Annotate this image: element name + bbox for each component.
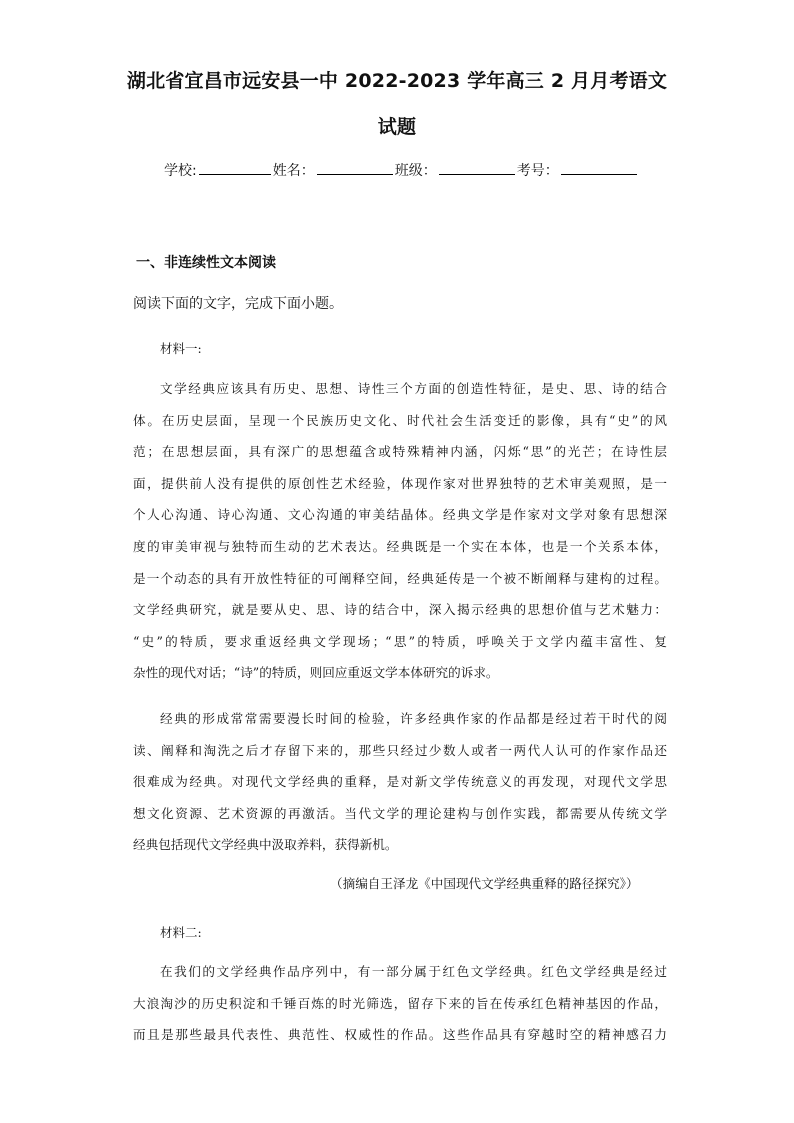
paragraph-line: “史”的特质，要求重返经典文学现场；“思”的特质，呼唤关于文学内蕴丰富性、复	[133, 633, 667, 649]
paragraph-line: 范；在思想层面，具有深广的思想蕴含或特殊精神内涵，闪烁“思”的光芒；在诗性层	[133, 444, 667, 460]
paragraph-line: 读、阐释和淘洗之后才存留下来的，那些只经过少数人或者一两代人认可的作家作品还	[133, 742, 667, 758]
paragraph-line: 在我们的文学经典作品序列中，有一部分属于红色文学经典。红色文学经典是经过	[160, 964, 667, 979]
material-one-paragraph-one	[133, 373, 667, 689]
material-one-label: 材料一:	[160, 341, 202, 356]
name-label: 姓名：	[272, 163, 315, 179]
instruction-text: 阅读下面的文字，完成下面小题。	[133, 296, 343, 312]
paragraph-line: 文学经典研究，就是要从史、思、诗的结合中，深入揭示经典的思想价值与艺术魅力：	[133, 602, 667, 618]
class-label: 班级：	[394, 163, 437, 179]
page-title-continued: 试题	[377, 116, 417, 138]
school-label: 学校:	[164, 163, 197, 179]
number-blank	[561, 160, 637, 175]
class-blank	[439, 160, 515, 175]
paragraph-line: 面，提供前人没有提供的原创性艺术经验，体现作家对世界独特的艺术审美观照，是一	[133, 475, 667, 491]
school-blank	[199, 160, 271, 175]
paragraph-line: 是一个动态的具有开放性特征的可阐释空间，经典延传是一个被不断阐释与建构的过程。	[133, 570, 667, 586]
section-heading: 一、非连续性文本阅读	[136, 255, 276, 271]
paragraph-line: 文学经典应该具有历史、思想、诗性三个方面的创造性特征，是史、思、诗的结合	[160, 381, 667, 396]
name-blank	[317, 160, 393, 175]
paragraph-line: 度的审美审视与独特而生动的艺术表达。经典既是一个实在本体，也是一个关系本体，	[133, 538, 667, 554]
paragraph-line: 经典的形成常常需要漫长时间的检验，许多经典作家的作品都是经过若干时代的阅	[160, 711, 667, 726]
material-one-source: （摘编自王泽龙《中国现代文学经典重释的路径探究》）	[330, 876, 639, 891]
material-one-paragraph-two	[133, 703, 667, 861]
page-title: 湖北省宜昌市远安县一中 2022-2023 学年高三 2 月月考语文	[126, 70, 668, 92]
paragraph-line: 个人心沟通、诗心沟通、文心沟通的审美结晶体。经典文学是作家对文学对象有思想深	[133, 507, 667, 523]
paragraph-line: 很难成为经典。对现代文学经典的重释，是对新文学传统意义的再发现，对现代文学思	[133, 774, 667, 790]
number-label: 考号：	[516, 163, 559, 179]
paragraph-line: 大浪淘沙的历史积淀和千锤百炼的时光筛选，留存下来的旨在传承红色精神基因的作品，	[133, 995, 667, 1011]
paragraph-line: 经典包括现代文学经典中汲取养料，获得新机。	[133, 837, 398, 853]
student-info-line	[164, 160, 639, 180]
material-two-label: 材料二:	[160, 925, 202, 940]
material-two-paragraph-one	[133, 956, 667, 1051]
paragraph-line: 杂性的现代对话；“诗”的特质，则回应重返文学本体研究的诉求。	[133, 665, 499, 681]
paragraph-line: 而且是那些最具代表性、典范性、权威性的作品。这些作品具有穿越时空的精神感召力	[133, 1027, 667, 1043]
paragraph-line: 想文化资源、艺术资源的再激活。当代文学的理论建构与创作实践，都需要从传统文学	[133, 805, 667, 821]
paragraph-line: 体。在历史层面，呈现一个民族历史文化、时代社会生活变迁的影像，具有“史”的风	[133, 412, 667, 428]
